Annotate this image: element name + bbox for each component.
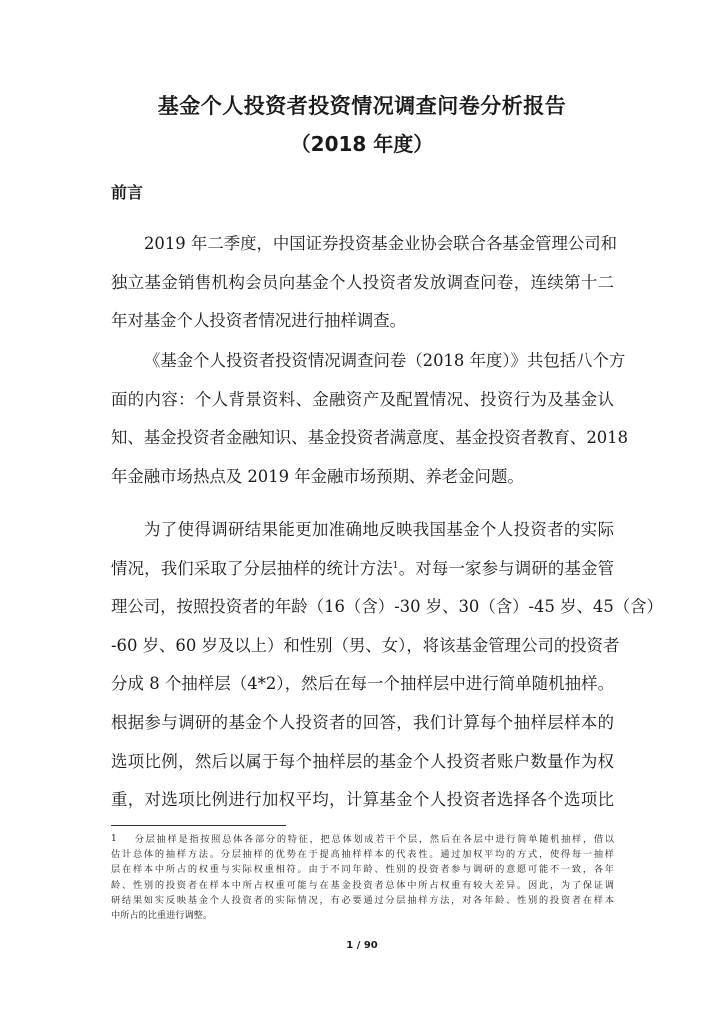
footnote-line	[111, 832, 614, 847]
footnote-reference[interactable]: 1	[392, 560, 399, 571]
paragraph-line: 年对基金个人投资者情况进行抽样调查。	[111, 311, 407, 331]
paragraph-line: 独立基金销售机构会员向基金个人投资者发放调查问卷，连续第十二	[111, 272, 614, 292]
footnote-line: 研结果如实反映基金个人投资者的实际情况，有必要通过分层抽样方法，对各年龄、性别的投资者在样本	[111, 894, 614, 906]
page-number: 1 / 90	[346, 940, 378, 951]
footnote-line: 龄、性别的投资者在样本中所占权重可能与在基金投资者总体中所占权重有较大差异。因此，为了保证调	[111, 879, 614, 891]
paragraph-line: 年金融市场热点及 2019 年金融市场预期、养老金问题。	[111, 466, 524, 486]
paragraph-line: 知、基金投资者金融知识、基金投资者满意度、基金投资者教育、2018	[111, 428, 629, 448]
paragraph-line: 重，对选项比例进行加权平均，计算基金个人投资者选择各个选项比	[111, 790, 614, 810]
paragraph-line: 2019 年二季度，中国证券投资基金业协会联合各基金管理公司和	[144, 234, 618, 253]
paragraph-line: 分成 8 个抽样层（4*2），然后在每一个抽样层中进行简单随机抽样。	[111, 674, 614, 694]
paragraph-line-with-footnote-ref	[111, 550, 614, 589]
paragraph-text: 。对每一家参与调研的基金管	[398, 558, 615, 578]
paragraph-line: 为了使得调研结果能更加准确地反映我国基金个人投资者的实际	[144, 520, 614, 539]
paragraph-line: 《基金个人投资者投资情况调查问卷（2018 年度）》共包括八个方	[144, 351, 626, 370]
footnote-text: 分层抽样是指按照总体各部分的特征，把总体划成若干个层，然后在各层中进行简单随机抽样，借以	[133, 834, 614, 845]
paragraph-1	[111, 225, 618, 341]
paragraph-line: 面的内容：个人背景资料、金融资产及配置情况、投资行为及基金认	[111, 389, 614, 409]
paragraph-line: 理公司，按照投资者的年龄（16（含）-30 岁、30（含）-45 岁、45（含）	[111, 597, 663, 617]
paragraph-line: 选项比例，然后以属于每个抽样层的基金个人投资者账户数量作为权	[111, 751, 614, 771]
footnote-line: 层在样本中所占的权重与实际权重相符。由于不同年龄、性别的投资者参与调研的意愿可能不一致，各年	[111, 864, 614, 876]
footnote-line: 中所占的比重进行调整。	[111, 910, 213, 922]
paragraph-2	[111, 342, 629, 496]
document-title: 基金个人投资者投资情况调查问卷分析报告	[157, 94, 567, 118]
footnote-separator	[111, 825, 286, 826]
document-subtitle: （2018 年度）	[290, 132, 434, 156]
footnote-marker: 1	[111, 834, 117, 844]
footnote-line: 估计总体的抽样方法。分层抽样的优势在于提高抽样样本的代表性。通过加权平均的方式，使得每一抽样	[111, 849, 614, 861]
section-heading-preface: 前言	[111, 183, 144, 202]
paragraph-text: 情况，我们采取了分层抽样的统计方法	[111, 558, 393, 578]
paragraph-3	[111, 511, 663, 820]
paragraph-line: 根据参与调研的基金个人投资者的回答，我们计算每个抽样层样本的	[111, 712, 614, 732]
footnote	[111, 832, 614, 923]
paragraph-line: -60 岁、60 岁及以上）和性别（男、女），将该基金管理公司的投资者	[111, 635, 620, 655]
